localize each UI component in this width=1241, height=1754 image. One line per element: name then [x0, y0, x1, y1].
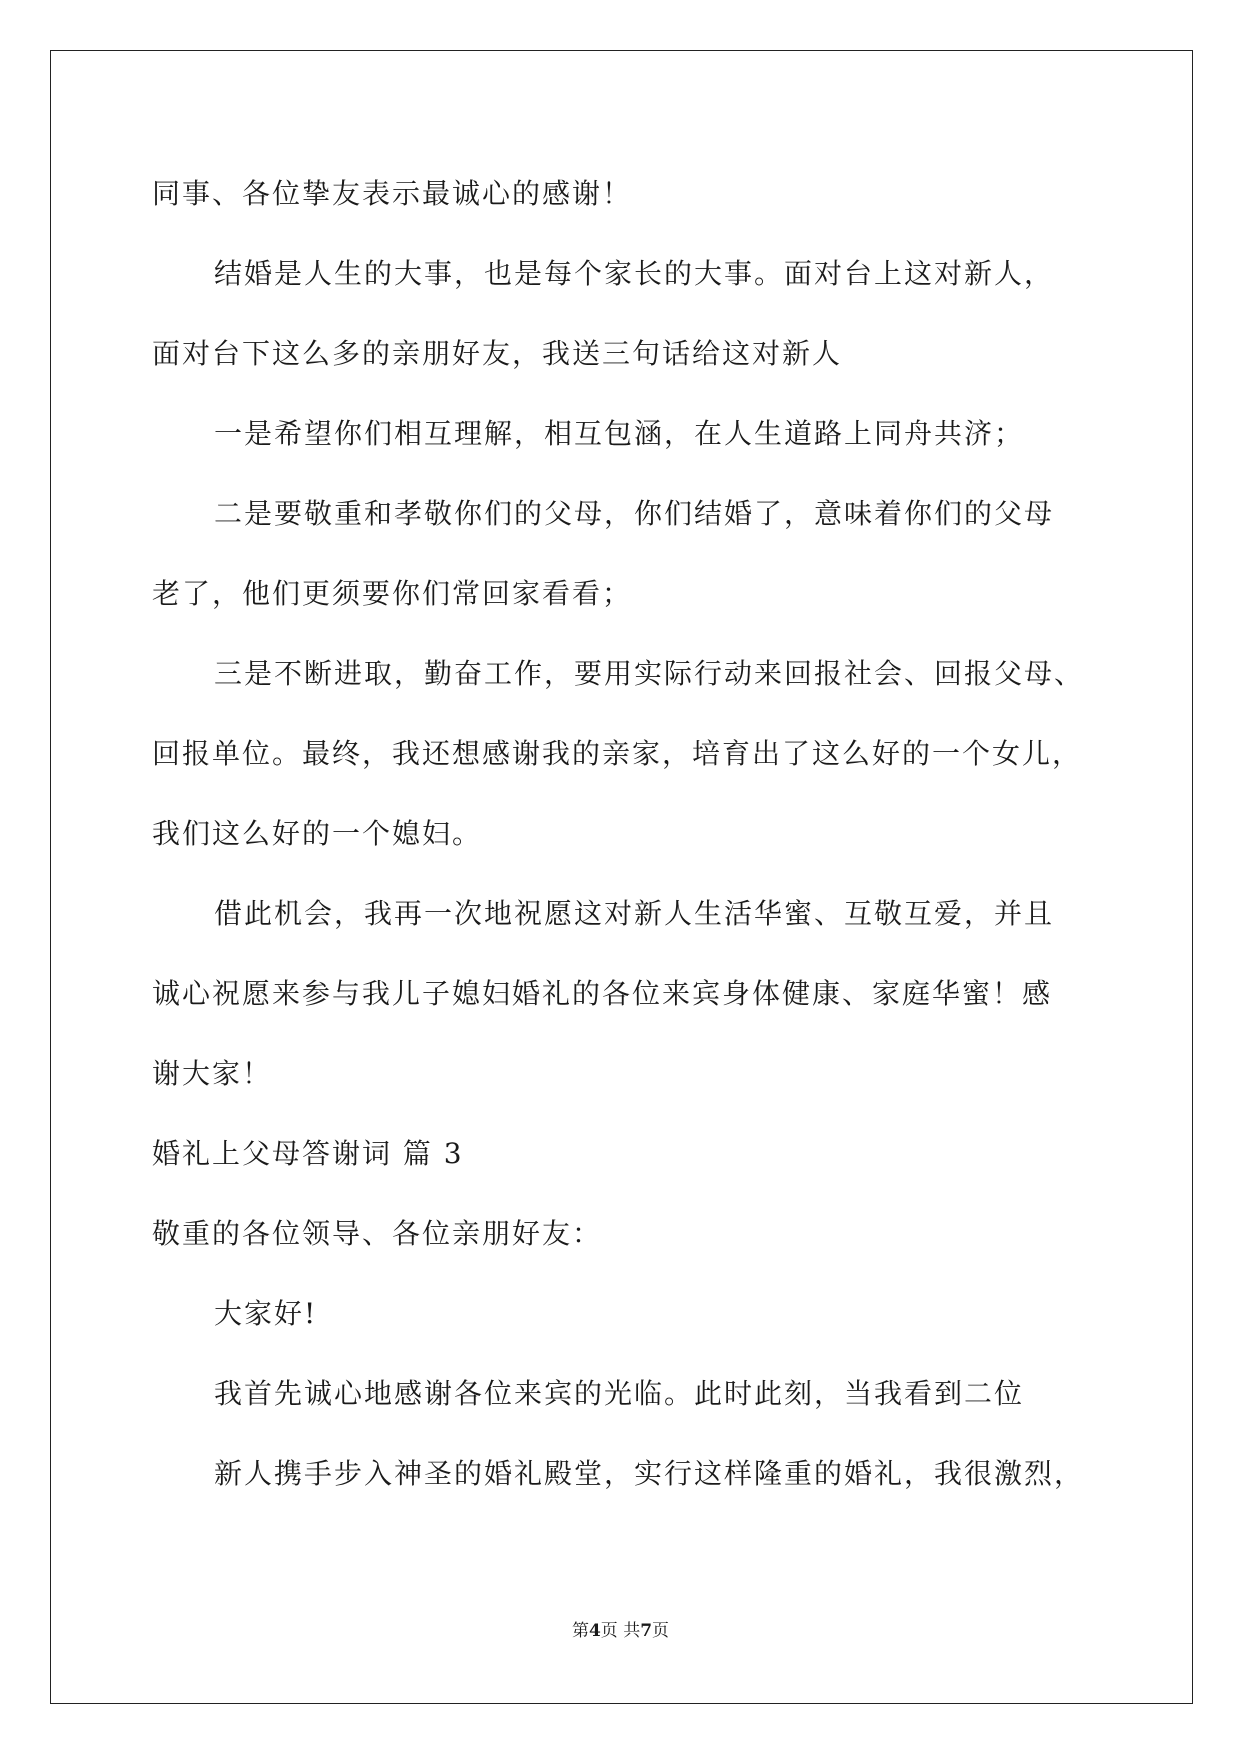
salutation: 敬重的各位领导、各位亲朋好友： — [152, 1217, 603, 1250]
text-line: 我们这么好的一个媳妇。 — [152, 817, 483, 850]
greeting: 大家好! — [214, 1297, 318, 1330]
text-line: 一是希望你们相互理解，相互包涵，在人生道路上同舟共济； — [214, 417, 1025, 450]
section-heading: 婚礼上父母答谢词 篇 3 — [152, 1137, 464, 1170]
text-line: 二是要敬重和孝敬你们的父母，你们结婚了，意味着你们的父母 — [214, 497, 1055, 530]
text-line: 借此机会，我再一次地祝愿这对新人生活华蜜、互敬互爱，并且 — [214, 897, 1055, 930]
text-line: 新人携手步入神圣的婚礼殿堂，实行这样隆重的婚礼，我很激烈， — [214, 1457, 1085, 1490]
text-line: 三是不断进取，勤奋工作，要用实际行动来回报社会、回报父母、 — [214, 657, 1085, 690]
footer-suffix: 页 — [652, 1621, 670, 1641]
text-line: 诚心祝愿来参与我儿子媳妇婚礼的各位来宾身体健康、家庭华蜜！感 — [152, 977, 1053, 1010]
text-line: 我首先诚心地感谢各位来宾的光临。此时此刻，当我看到二位 — [214, 1377, 1025, 1410]
text-line: 谢大家！ — [152, 1057, 273, 1090]
text-line: 回报单位。最终，我还想感谢我的亲家，培育出了这么好的一个女儿， — [152, 737, 1083, 770]
footer-prefix: 第 — [571, 1621, 589, 1641]
text-line: 面对台下这么多的亲朋好友，我送三句话给这对新人 — [152, 337, 843, 370]
footer-mid: 页 共 — [600, 1621, 641, 1641]
text-line: 同事、各位挚友表示最诚心的感谢！ — [152, 177, 633, 210]
page-footer — [0, 1620, 1241, 1642]
text-line: 结婚是人生的大事，也是每个家长的大事。面对台上这对新人， — [214, 257, 1055, 290]
total-pages-number: 7 — [640, 1621, 653, 1641]
text-line: 老了，他们更须要你们常回家看看； — [152, 577, 633, 610]
current-page-number: 4 — [588, 1621, 601, 1641]
